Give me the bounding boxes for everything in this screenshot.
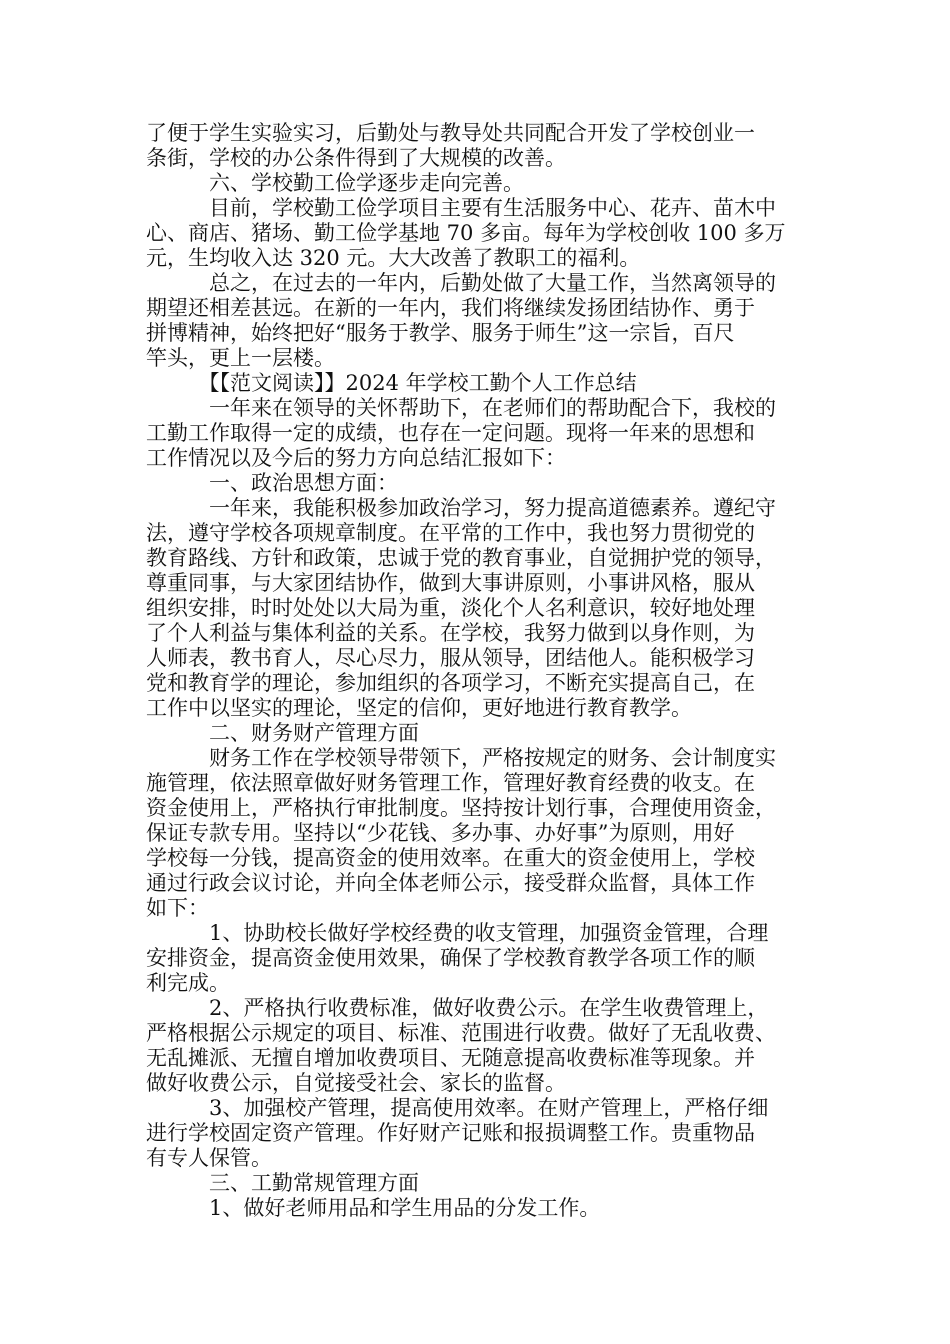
paragraph: 了便于学生实验实习，后勤处与教导处共同配合开发了学校创业一 条街，学校的办公条件得到了大规模的改善。 bbox=[146, 121, 755, 170]
document-body bbox=[146, 121, 806, 1221]
paragraph: 目前，学校勤工俭学项目主要有生活服务中心、花卉、苗木中 心、商店、猪场、勤工俭学基地 70 多亩。每年为学校创收 100 多万 元，生均收入达 320 元。大大改善了教职工的福利。 bbox=[146, 196, 786, 270]
list-item: 2、严格执行收费标准，做好收费公示。在学生收费管理上， 严格根据公示规定的项目、标准、范围进行收费。做好了无乱收费、 无乱摊派、无擅自增加收费项目、无随意提高收费标准等现象。并 做好收费公示，自觉接受社会、家长的监督。 bbox=[146, 996, 776, 1095]
paragraph: 一年来，我能积极参加政治学习，努力提高道德素养。遵纪守 法，遵守学校各项规章制度。在平常的工作中，我也努力贯彻党的 教育路线、方针和政策，忠诚于党的教育事业，自觉拥护党的领导， 尊重同事，与大家团结协作，做到大事讲原则，小事讲风格，服从 组织安排，时时处处以大局为重，淡化个人名利意识，较好地处理 了个人利益与集体利益的关系。在学校，我努力做到以身作则，为 人师表，教书育人，尽心尽力，服从领导，团结他人。能积极学习 党和教育学的理论，参加组织的各项学习，不断充实提高自己，在 工作中以坚实的理论，坚定的信仰，更好地进行教育教学。 bbox=[146, 496, 776, 720]
section-heading: 三、工勤常规管理方面 bbox=[146, 1171, 419, 1195]
section-heading: 六、学校勤工俭学逐步走向完善。 bbox=[146, 171, 524, 195]
paragraph: 一年来在领导的关怀帮助下，在老师们的帮助配合下，我校的 工勤工作取得一定的成绩，也存在一定问题。现将一年来的思想和 工作情况以及今后的努力方向总结汇报如下： bbox=[146, 396, 776, 470]
list-item: 1、做好老师用品和学生用品的分发工作。 bbox=[146, 1196, 601, 1220]
section-heading: 二、财务财产管理方面 bbox=[146, 721, 419, 745]
article-title: 【【范文阅读】】2024 年学校工勤个人工作总结 bbox=[146, 371, 637, 395]
list-item: 1、协助校长做好学校经费的收支管理，加强资金管理，合理 安排资金，提高资金使用效果，确保了学校教育教学各项工作的顺 利完成。 bbox=[146, 921, 769, 995]
paragraph: 总之，在过去的一年内，后勤处做了大量工作，当然离领导的 期望还相差甚远。在新的一年内，我们将继续发扬团结协作、勇于 拼博精神，始终把好“服务于教学、服务于师生”这一宗旨，百尺 竿头，更上一层楼。 bbox=[146, 271, 776, 370]
list-item: 3、加强校产管理，提高使用效率。在财产管理上，严格仔细 进行学校固定资产管理。作好财产记账和报损调整工作。贵重物品 有专人保管。 bbox=[146, 1096, 769, 1170]
paragraph: 财务工作在学校领导带领下，严格按规定的财务、会计制度实 施管理，依法照章做好财务管理工作，管理好教育经费的收支。在 资金使用上，严格执行审批制度。坚持按计划行事，合理使用资金， 保证专款专用。坚持以“少花钱、多办事、办好事”为原则，用好 学校每一分钱，提高资金的使用效率。在重大的资金使用上，学校 通过行政会议讨论，并向全体老师公示，接受群众监督，具体工作 如下： bbox=[146, 746, 776, 920]
section-heading: 一、政治思想方面： bbox=[146, 471, 398, 495]
